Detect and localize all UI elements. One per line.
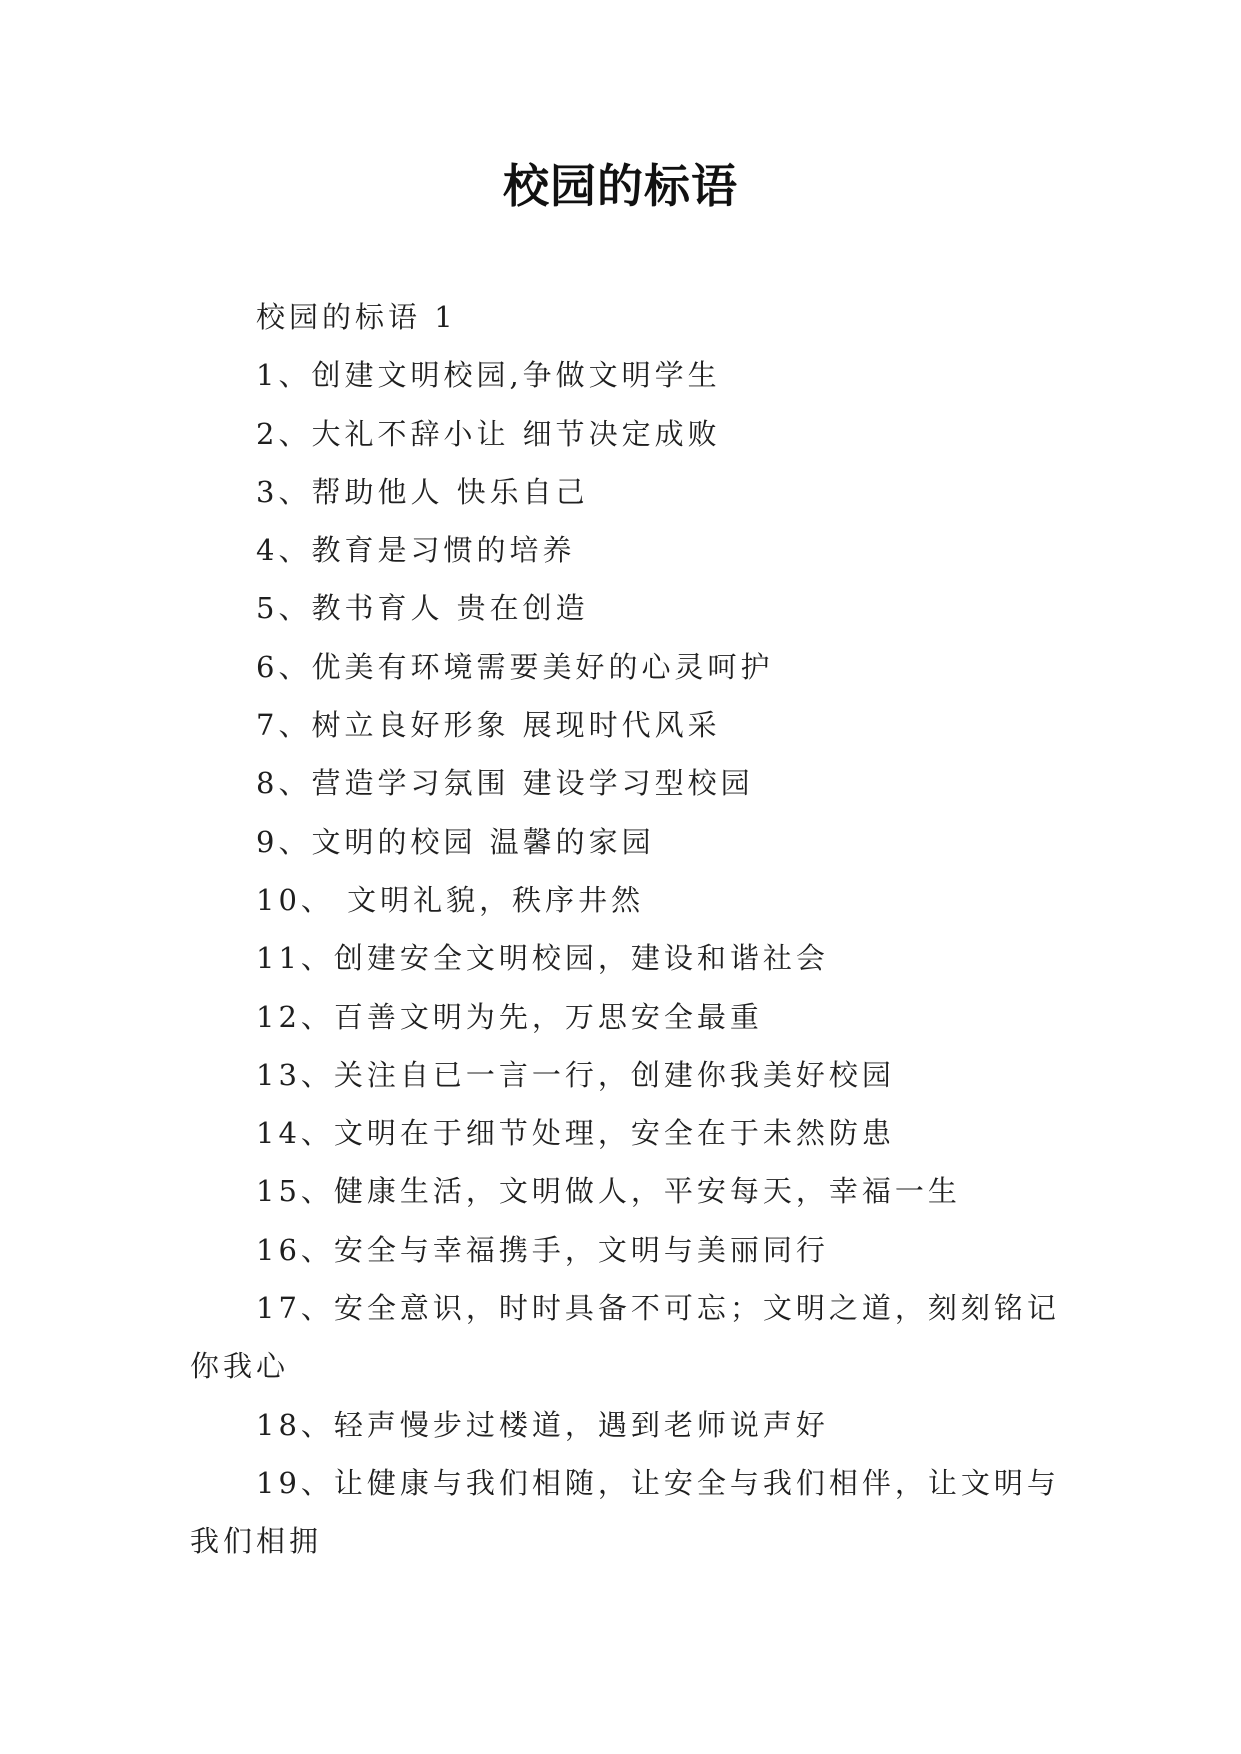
slogan-item-8: 8、营造学习氛围 建设学习型校园 xyxy=(256,766,754,801)
slogan-item-13: 13、关注自已一言一行，创建你我美好校园 xyxy=(256,1057,895,1092)
slogan-item-16: 16、安全与幸福携手，文明与美丽同行 xyxy=(256,1232,829,1267)
page-title: 校园的标语 xyxy=(503,159,738,213)
section-heading: 校园的标语 1 xyxy=(256,300,457,334)
slogan-item-5: 5、教书育人 贵在创造 xyxy=(256,591,589,626)
slogan-item-7: 7、树立良好形象 展现时代风采 xyxy=(256,708,721,743)
slogan-item-14: 14、文明在于细节处理，安全在于未然防患 xyxy=(256,1116,895,1151)
slogan-item-2: 2、大礼不辞小让 细节决定成败 xyxy=(256,416,721,451)
slogan-item-17: 17、安全意识，时时具备不可忘；文明之道，刻刻铭记你我心 xyxy=(190,1291,1060,1384)
slogan-item-18: 18、轻声慢步过楼道，遇到老师说声好 xyxy=(256,1407,829,1442)
slogan-item-9: 9、文明的校园 温馨的家园 xyxy=(256,824,655,859)
slogan-item-4: 4、教育是习惯的培养 xyxy=(256,533,576,568)
slogan-item-10: 10、 文明礼貌，秩序井然 xyxy=(256,882,645,917)
slogan-item-6: 6、优美有环境需要美好的心灵呵护 xyxy=(256,649,774,684)
slogan-item-1: 1、创建文明校园,争做文明学生 xyxy=(256,358,721,393)
slogan-item-12: 12、百善文明为先，万思安全最重 xyxy=(256,999,763,1034)
slogan-item-3: 3、帮助他人 快乐自己 xyxy=(256,474,589,509)
slogan-item-15: 15、健康生活，文明做人，平安每天，幸福一生 xyxy=(256,1174,961,1209)
document-body xyxy=(190,288,1060,1571)
slogan-item-11: 11、创建安全文明校园，建设和谐社会 xyxy=(256,941,829,976)
slogan-item-19: 19、让健康与我们相随，让安全与我们相伴，让文明与我们相拥 xyxy=(190,1465,1060,1559)
